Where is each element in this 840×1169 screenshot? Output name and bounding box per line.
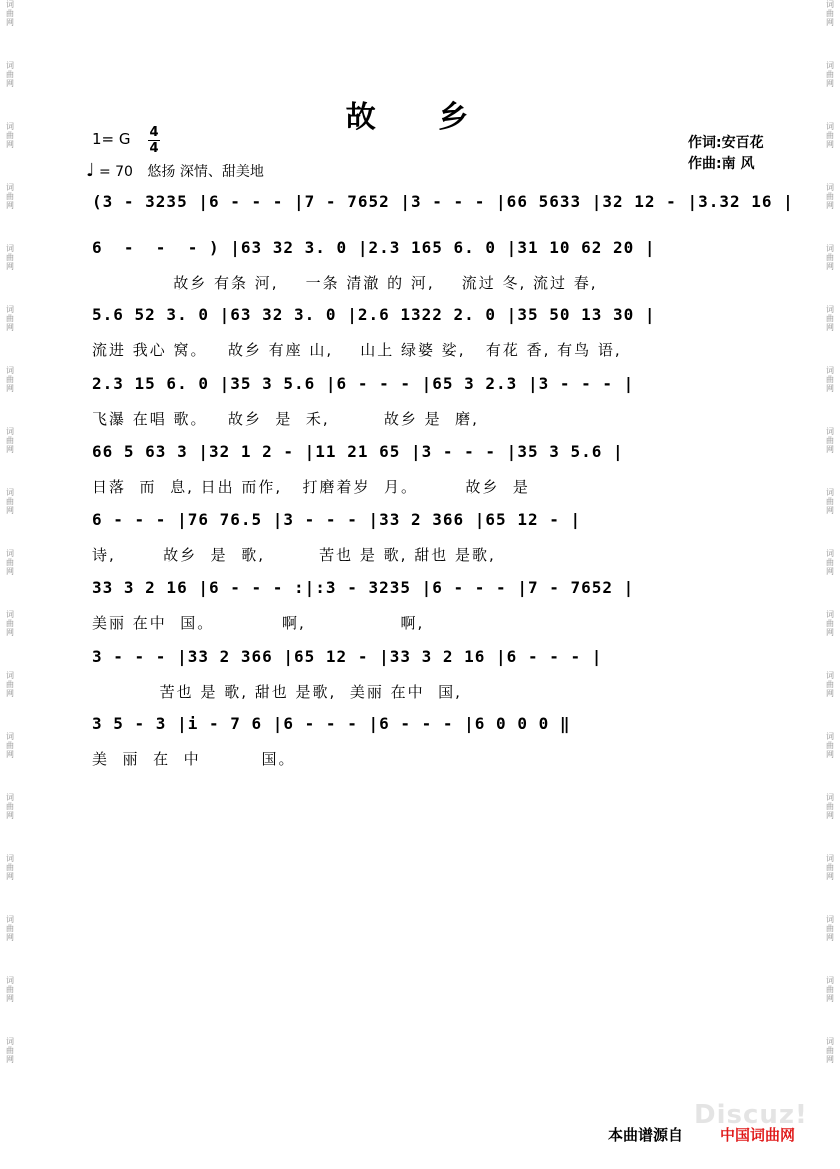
time-signature — [148, 126, 160, 155]
watermark-char: 曲 — [826, 9, 834, 18]
watermark-char: 网 — [6, 811, 14, 820]
watermark-char: 词 — [826, 305, 834, 314]
watermark-char: 网 — [6, 384, 14, 393]
composer: 作曲:南 风 — [688, 156, 755, 172]
watermark-char: 网 — [826, 262, 834, 271]
notation-line: (3 - 3235 |6 - - - |7 - 7652 |3 - - - |66 5633 |32 12 - |3.32 16 | — [92, 192, 794, 211]
watermark-char: 网 — [6, 79, 14, 88]
watermark-char: 曲 — [6, 863, 14, 872]
watermark-char: 网 — [826, 567, 834, 576]
watermark-char: 网 — [6, 750, 14, 759]
watermark-char: 词 — [6, 427, 14, 436]
watermark-char: 词 — [6, 305, 14, 314]
meter-bottom: 4 — [149, 141, 159, 156]
notation-line: 5.6 52 3. 0 |63 32 3. 0 |2.6 1322 2. 0 |35 50 13 30 | — [92, 305, 656, 324]
watermark-char: 词 — [826, 244, 834, 253]
watermark-char: 曲 — [6, 253, 14, 262]
watermark-char: 曲 — [6, 497, 14, 506]
notation-line: 66 5 63 3 |32 1 2 - |11 21 65 |3 - - - |35 3 5.6 | — [92, 442, 624, 461]
discuz-watermark: Discuz! — [694, 1100, 808, 1130]
watermark-char: 网 — [826, 872, 834, 881]
right-watermark-strip — [822, 0, 838, 1169]
lyrics-line: 美 丽 在 中 国。 — [92, 750, 296, 768]
watermark-char: 网 — [6, 994, 14, 1003]
watermark-char: 网 — [826, 384, 834, 393]
watermark-char: 曲 — [6, 619, 14, 628]
watermark-char: 曲 — [826, 70, 834, 79]
footer-source: 本曲谱源自 — [608, 1126, 684, 1144]
watermark-char: 词 — [6, 549, 14, 558]
watermark-char: 词 — [6, 793, 14, 802]
watermark-char: 曲 — [826, 924, 834, 933]
watermark-char: 词 — [6, 732, 14, 741]
watermark-char: 网 — [6, 201, 14, 210]
credits — [688, 133, 764, 175]
watermark-char: 曲 — [826, 192, 834, 201]
watermark-char: 曲 — [6, 680, 14, 689]
watermark-char: 网 — [826, 79, 834, 88]
watermark-char: 网 — [826, 933, 834, 942]
watermark-char: 网 — [826, 1055, 834, 1064]
watermark-char: 词 — [6, 366, 14, 375]
watermark-char: 曲 — [6, 375, 14, 384]
watermark-char: 网 — [826, 506, 834, 515]
watermark-char: 词 — [6, 61, 14, 70]
watermark-char: 网 — [6, 567, 14, 576]
watermark-char: 网 — [6, 689, 14, 698]
notation-line: 3 5 - 3 |i - 7 6 |6 - - - |6 - - - |6 0 0 0 ‖ — [92, 714, 571, 733]
watermark-char: 词 — [6, 1037, 14, 1046]
watermark-char: 曲 — [826, 802, 834, 811]
watermark-char: 网 — [6, 323, 14, 332]
watermark-char: 词 — [826, 366, 834, 375]
watermark-char: 词 — [826, 122, 834, 131]
watermark-char: 网 — [6, 18, 14, 27]
watermark-char: 词 — [6, 244, 14, 253]
watermark-char: 网 — [6, 445, 14, 454]
watermark-char: 网 — [826, 445, 834, 454]
watermark-char: 网 — [826, 750, 834, 759]
watermark-char: 词 — [826, 61, 834, 70]
watermark-char: 曲 — [826, 1046, 834, 1055]
watermark-char: 曲 — [826, 436, 834, 445]
watermark-char: 曲 — [6, 741, 14, 750]
watermark-char: 曲 — [826, 741, 834, 750]
watermark-char: 网 — [6, 628, 14, 637]
watermark-char: 词 — [826, 793, 834, 802]
lyricist: 作词:安百花 — [688, 135, 764, 151]
watermark-char: 网 — [6, 140, 14, 149]
lyrics-line: 苦也 是 歌, 甜也 是歌, 美丽 在中 国, — [92, 683, 462, 701]
watermark-char: 曲 — [826, 985, 834, 994]
watermark-char: 曲 — [6, 985, 14, 994]
watermark-char: 网 — [826, 18, 834, 27]
watermark-char: 词 — [6, 122, 14, 131]
watermark-char: 词 — [826, 915, 834, 924]
lyrics-line: 流进 我心 窝。 故乡 有座 山, 山上 绿婆 娑, 有花 香, 有鸟 语, — [92, 341, 622, 359]
tempo-value: = 70 — [98, 164, 133, 180]
watermark-char: 网 — [826, 628, 834, 637]
watermark-char: 词 — [6, 610, 14, 619]
notation-line: 2.3 15 6. 0 |35 3 5.6 |6 - - - |65 3 2.3 |3 - - - | — [92, 374, 635, 393]
watermark-char: 词 — [826, 854, 834, 863]
watermark-char: 曲 — [6, 558, 14, 567]
watermark-char: 词 — [826, 488, 834, 497]
watermark-char: 词 — [826, 732, 834, 741]
watermark-char: 词 — [826, 610, 834, 619]
lyrics-line: 飞瀑 在唱 歌。 故乡 是 禾, 故乡 是 磨, — [92, 410, 479, 428]
lyrics-line: 故乡 有条 河, 一条 清澈 的 河, 流过 冬, 流过 春, — [92, 274, 598, 292]
watermark-char: 曲 — [826, 375, 834, 384]
watermark-char: 词 — [826, 427, 834, 436]
watermark-char: 网 — [826, 140, 834, 149]
tempo-marking — [86, 160, 264, 181]
watermark-char: 词 — [6, 854, 14, 863]
watermark-char: 曲 — [6, 192, 14, 201]
watermark-char: 词 — [826, 183, 834, 192]
watermark-char: 词 — [826, 976, 834, 985]
watermark-char: 网 — [6, 506, 14, 515]
watermark-char: 曲 — [6, 436, 14, 445]
watermark-char: 曲 — [6, 314, 14, 323]
watermark-char: 词 — [826, 0, 834, 9]
watermark-char: 曲 — [6, 1046, 14, 1055]
tempo-expression: 悠扬 深情、甜美地 — [147, 164, 264, 180]
lyrics-line: 美丽 在中 国。 啊, 啊, — [92, 614, 425, 632]
key-signature: 1= G — [92, 130, 131, 148]
watermark-char: 曲 — [6, 70, 14, 79]
watermark-char: 曲 — [826, 558, 834, 567]
left-watermark-strip — [2, 0, 18, 1169]
notation-line: 3 - - - |33 2 366 |65 12 - |33 3 2 16 |6 - - - | — [92, 647, 603, 666]
footer-brand-link[interactable]: 中国词曲网 — [720, 1126, 796, 1144]
watermark-char: 网 — [6, 1055, 14, 1064]
notation-line: 6 - - - ) |63 32 3. 0 |2.3 165 6. 0 |31 10 62 20 | — [92, 238, 656, 257]
watermark-char: 词 — [826, 671, 834, 680]
watermark-char: 网 — [6, 872, 14, 881]
watermark-char: 曲 — [826, 314, 834, 323]
watermark-char: 网 — [826, 323, 834, 332]
watermark-char: 曲 — [6, 924, 14, 933]
watermark-char: 曲 — [6, 9, 14, 18]
lyrics-line: 诗, 故乡 是 歌, 苦也 是 歌, 甜也 是歌, — [92, 546, 496, 564]
watermark-char: 网 — [6, 933, 14, 942]
watermark-char: 曲 — [826, 619, 834, 628]
watermark-char: 词 — [6, 183, 14, 192]
watermark-char: 曲 — [826, 497, 834, 506]
watermark-char: 词 — [826, 1037, 834, 1046]
meter-top: 4 — [149, 125, 159, 140]
song-title: 故 乡 — [345, 100, 495, 135]
watermark-char: 网 — [826, 201, 834, 210]
watermark-char: 网 — [826, 811, 834, 820]
lyrics-line: 日落 而 息, 日出 而作, 打磨着岁 月。 故乡 是 — [92, 478, 530, 496]
watermark-char: 词 — [6, 671, 14, 680]
notation-line: 33 3 2 16 |6 - - - :|:3 - 3235 |6 - - - |7 - 7652 | — [92, 578, 635, 597]
watermark-char: 曲 — [6, 802, 14, 811]
watermark-char: 网 — [826, 689, 834, 698]
quarter-note-icon: ♩ — [86, 160, 95, 181]
watermark-char: 网 — [826, 994, 834, 1003]
watermark-char: 词 — [826, 549, 834, 558]
watermark-char: 曲 — [826, 863, 834, 872]
watermark-char: 曲 — [826, 253, 834, 262]
watermark-char: 词 — [6, 976, 14, 985]
watermark-char: 曲 — [6, 131, 14, 140]
watermark-char: 网 — [6, 262, 14, 271]
watermark-char: 词 — [6, 915, 14, 924]
notation-line: 6 - - - |76 76.5 |3 - - - |33 2 366 |65 12 - | — [92, 510, 582, 529]
watermark-char: 词 — [6, 0, 14, 9]
watermark-char: 曲 — [826, 131, 834, 140]
watermark-char: 曲 — [826, 680, 834, 689]
watermark-char: 词 — [6, 488, 14, 497]
